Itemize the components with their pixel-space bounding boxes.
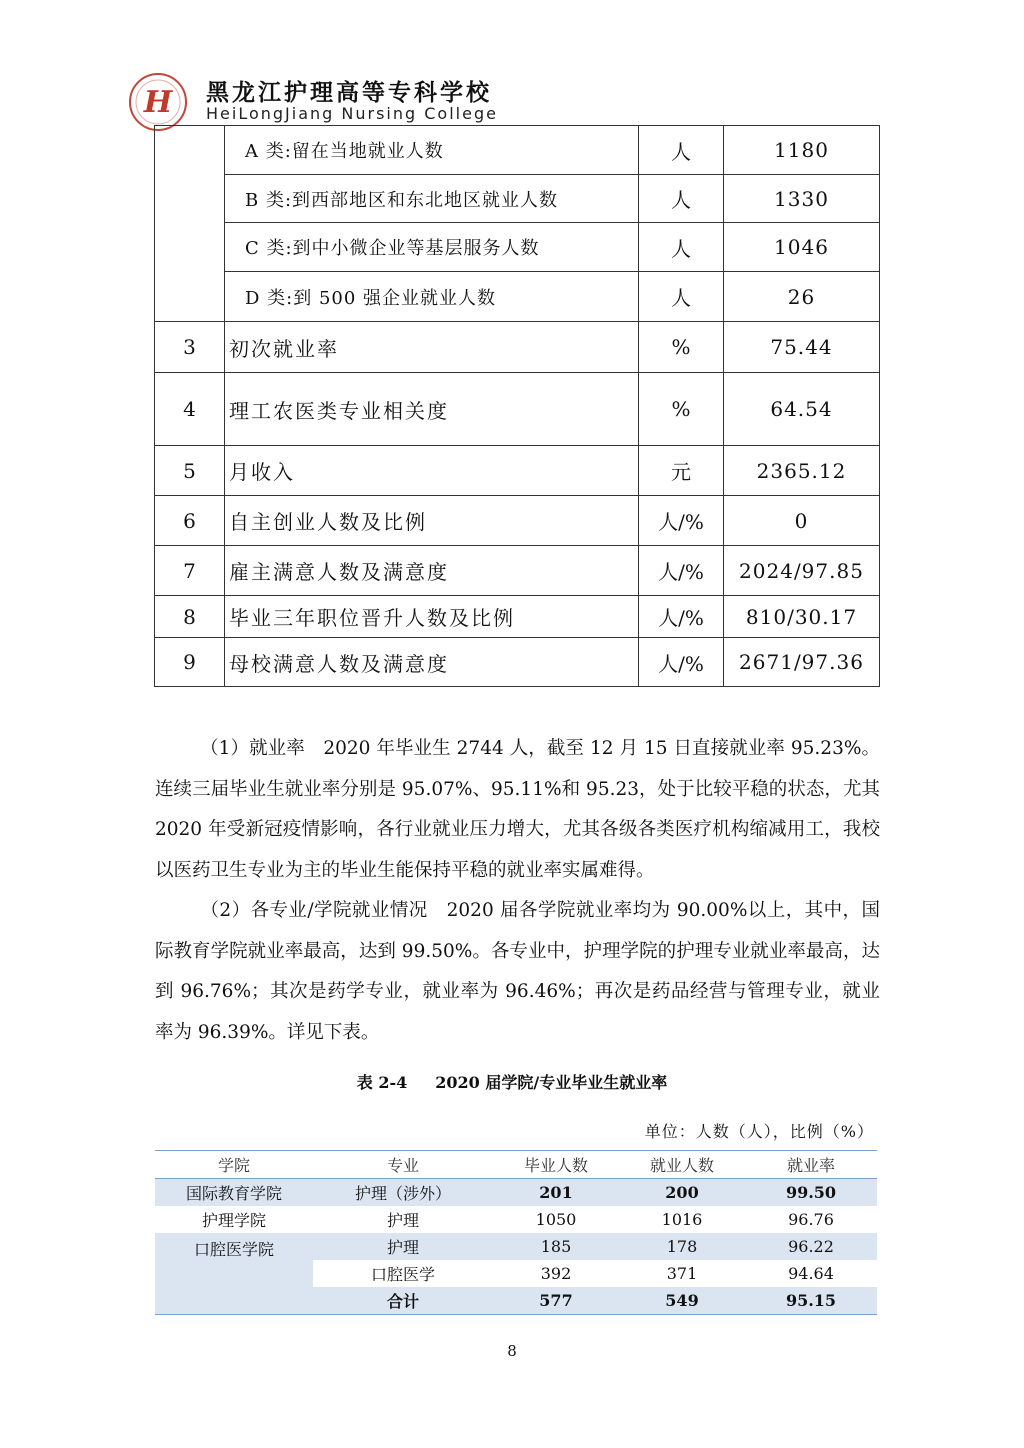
table-cell-major: 口腔医学 (370, 1265, 435, 1284)
table-row (155, 175, 880, 223)
college-employment-table (155, 1150, 877, 1315)
table-row (155, 322, 880, 373)
page-number: 8 (507, 1342, 517, 1360)
table-header-row (155, 1151, 877, 1179)
table-cell-employed: 178 (666, 1237, 698, 1256)
table-cell-rate: 95.15 (745, 1287, 877, 1315)
table-row (155, 126, 880, 175)
table-cell-value: 810/30.17 (724, 596, 880, 638)
table-cell-num: 8 (155, 596, 225, 638)
table-cell-major: 护理 (386, 1211, 419, 1230)
table-cell-unit: 人/% (639, 596, 724, 638)
table-cell-num: 3 (155, 322, 225, 373)
table-cell-item: B 类:到西部地区和东北地区就业人数 (225, 175, 639, 223)
paragraph-text: （2）各专业/学院就业情况 2020 届各学院就业率均为 90.00%以上，其中，国际教育学院就业率最高，达到 99.50%。各专业中，护理学院的护理专业就业率最高，达到 96.76%；其次是药学专业，就业率为 96.46%；再次是药品经营与管理专业，就业率为 96.39%。详见下表。 (155, 900, 880, 1043)
table-cell-grads: 577 (493, 1287, 619, 1315)
table-cell-rate: 96.76 (788, 1210, 834, 1229)
school-name-en: HeiLongJiang Nursing College (206, 104, 498, 123)
table-cell-value: 0 (724, 496, 880, 546)
table-cell-value: 2024/97.85 (724, 546, 880, 596)
column-header: 就业人数 (619, 1151, 745, 1179)
page-header (128, 66, 628, 126)
table-cell-college: 口腔医学院 (155, 1233, 313, 1315)
column-header: 就业率 (745, 1151, 877, 1179)
table-cell-item: 初次就业率 (225, 322, 639, 373)
table-row (155, 638, 880, 687)
table-cell-grads: 392 (540, 1264, 572, 1283)
table-cell-grads: 1050 (535, 1210, 577, 1229)
logo-letter: H (143, 85, 173, 120)
table-cell-num: 9 (155, 638, 225, 687)
table-cell-value: 26 (724, 272, 880, 322)
table-row (155, 546, 880, 596)
employment-indicators-table (154, 125, 880, 687)
paragraph-text: （1）就业率 2020 年毕业生 2744 人，截至 12 月 15 日直接就业率 95.23%。连续三届毕业生就业率分别是 95.07%、95.11%和 95.23，处于比较平稳的状态，尤其 2020 年受新冠疫情影响，各行业就业压力增大，尤其各级各类医疗机构缩减用工，我校以医药卫生专业为主的毕业生能保持平稳的就业率实属难得。 (155, 738, 880, 881)
table-cell-num: 4 (155, 373, 225, 446)
table-cell-unit: 元 (639, 446, 724, 496)
table-cell-unit: 人/% (639, 496, 724, 546)
table-cell-major: 护理 (386, 1238, 419, 1257)
table-cell-employed: 200 (665, 1183, 699, 1202)
table-cell-num: 6 (155, 496, 225, 546)
table-cell-rate: 94.64 (788, 1264, 834, 1283)
table-cell-item: D 类:到 500 强企业就业人数 (225, 272, 639, 322)
paragraph-college-employment (155, 891, 880, 1053)
table-cell-item: 自主创业人数及比例 (225, 496, 639, 546)
table-row (155, 446, 880, 496)
table-cell-unit: 人 (639, 126, 724, 175)
table-cell-value: 1180 (724, 126, 880, 175)
table-cell-grads: 201 (539, 1183, 573, 1202)
school-name-cn: 黑龙江护理高等专科学校 (206, 79, 492, 106)
table-cell-rate: 99.50 (785, 1183, 837, 1202)
table-cell-item: 雇主满意人数及满意度 (225, 546, 639, 596)
table-cell-num: 7 (155, 546, 225, 596)
table-cell-item: C 类:到中小微企业等基层服务人数 (225, 223, 639, 272)
table-cell-rate: 96.22 (788, 1237, 834, 1256)
table-row (155, 1179, 877, 1207)
column-header: 毕业人数 (493, 1151, 619, 1179)
table-cell-grads: 185 (540, 1237, 572, 1256)
table-cell-item: A 类:留在当地就业人数 (225, 126, 639, 175)
table-cell-unit: 人/% (639, 638, 724, 687)
table-cell-unit: 人 (639, 223, 724, 272)
column-header: 学院 (155, 1151, 313, 1179)
table-cell-unit: % (639, 373, 724, 446)
table-row (155, 496, 880, 546)
table-cell-value: 1330 (724, 175, 880, 223)
school-logo-icon (128, 72, 188, 132)
table-row (155, 1206, 877, 1233)
table-cell-item: 月收入 (225, 446, 639, 496)
table-cell-major: 护理（涉外） (354, 1184, 451, 1203)
table-cell-num: 5 (155, 446, 225, 496)
table-cell-employed: 371 (666, 1264, 698, 1283)
table-cell-value: 75.44 (724, 322, 880, 373)
table-row (155, 373, 880, 446)
table-cell-value: 1046 (724, 223, 880, 272)
table-row (155, 1233, 877, 1260)
table-caption-title: 2020 届学院/专业毕业生就业率 (435, 1073, 668, 1092)
table-caption (0, 1070, 1024, 1093)
table-cell-unit: 人/% (639, 546, 724, 596)
table-caption-number: 表 2-4 (356, 1073, 408, 1092)
table-cell-employed: 1016 (661, 1210, 703, 1229)
table-cell-item: 理工农医类专业相关度 (225, 373, 639, 446)
table-cell-blank (155, 126, 225, 322)
paragraph-employment-rate (155, 729, 880, 891)
table-cell-major: 合计 (313, 1287, 493, 1315)
table-cell-college: 国际教育学院 (185, 1184, 282, 1203)
table-cell-unit: 人 (639, 272, 724, 322)
table-cell-college: 护理学院 (201, 1211, 266, 1230)
table-cell-value: 2365.12 (724, 446, 880, 496)
unit-note: 单位：人数（人），比例（%） (644, 1122, 874, 1141)
table-cell-unit: % (639, 322, 724, 373)
table-row (155, 223, 880, 272)
table-cell-unit: 人 (639, 175, 724, 223)
table-cell-item: 母校满意人数及满意度 (225, 638, 639, 687)
table-row (155, 272, 880, 322)
table-cell-value: 2671/97.36 (724, 638, 880, 687)
table-cell-value: 64.54 (724, 373, 880, 446)
table-cell-item: 毕业三年职位晋升人数及比例 (225, 596, 639, 638)
table-cell-employed: 549 (619, 1287, 745, 1315)
table-row (155, 596, 880, 638)
column-header: 专业 (313, 1151, 493, 1179)
